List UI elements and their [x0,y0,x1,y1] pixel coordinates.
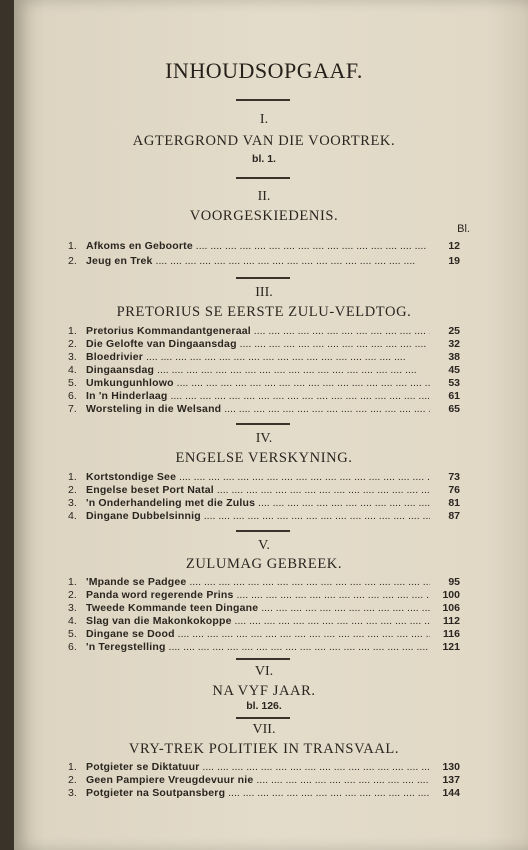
section-number: I. [259,112,269,127]
page-column-header: Bl. [457,223,470,235]
section-title: VRY-TREK POLITIEK IN TRANSVAAL. [128,741,400,757]
entry-label: Slag van die Makonkokoppe .... [86,615,430,628]
entry-number: 2. [68,338,77,350]
toc-entry [68,641,460,654]
entry-label: 'n Onderhandeling met die Zulus .... [86,497,430,510]
entry-page: 116 [443,628,460,640]
toc-entry [68,761,460,774]
toc-entry [68,325,460,338]
entry-number: 3. [68,602,77,614]
entry-label: Potgieter se Diktatuur .... [86,761,430,774]
entry-page: 112 [443,615,460,627]
toc-entry [68,787,460,800]
section-number: IV. [255,431,273,446]
divider [236,277,290,279]
entry-label: 'Mpande se Padgee .... [86,576,430,589]
entry-label: Worsteling in die Welsand .... [86,403,430,416]
entry-page: 65 [448,403,460,415]
toc-entry [68,240,460,253]
divider [236,177,290,179]
entry-number: 1. [68,325,77,337]
entry-number: 5. [68,628,77,640]
toc-entry [68,471,460,484]
divider [236,99,290,101]
toc-entry [68,351,460,364]
toc-entry [68,338,460,351]
entry-page: 25 [448,325,460,337]
toc-entry [68,774,460,787]
entry-number: 2. [68,484,77,496]
entry-number: 6. [68,390,77,402]
entry-number: 3. [68,497,77,509]
entry-number: 3. [68,787,77,799]
section-title: AGTERGROND VAN DIE VOORTREK. [132,133,396,149]
entry-page: 76 [448,484,460,496]
section-number: VI. [254,664,274,679]
entry-page: 137 [442,774,460,786]
entry-label: Jeug en Trek .... [86,255,430,268]
entry-label: Dingaansdag .... [86,364,430,377]
entry-number: 2. [68,774,77,786]
entry-label: Tweede Kommande teen Dingane .... [86,602,430,615]
entry-label: Engelse beset Port Natal .... [86,484,430,497]
entry-number: 1. [68,576,77,588]
toc-entry [68,628,460,641]
entry-number: 1. [68,240,77,252]
toc-entry [68,484,460,497]
entry-label: Geen Pampiere Vreugdevuur nie .... [86,774,430,787]
entry-number: 7. [68,403,77,415]
book-page [14,0,528,850]
toc-entry [68,510,460,523]
section-title: VOORGESKIEDENIS. [189,208,339,224]
entry-label: Die Gelofte van Dingaansdag .... [86,338,430,351]
entry-number: 3. [68,351,77,363]
entry-label: Potgieter na Soutpansberg .... [86,787,430,800]
entry-page: 53 [448,377,460,389]
entry-page: 144 [442,787,460,799]
page-reference: bl. 126. [246,700,282,712]
entry-label: Umkungunhlowo .... [86,377,430,390]
divider [236,658,290,660]
section-title: ZULUMAG GEBREEK. [185,556,343,572]
toc-entry [68,602,460,615]
entry-label: Panda word regerende Prins .... [86,589,430,602]
entry-label: In 'n Hinderlaag .... [86,390,430,403]
entry-page: 61 [448,390,460,402]
entry-number: 5. [68,377,77,389]
entry-number: 1. [68,761,77,773]
entry-page: 12 [448,240,460,252]
entry-page: 95 [448,576,460,588]
section-number: III. [255,285,273,300]
toc-entry [68,403,460,416]
entry-label: Dingane se Dood .... [86,628,430,641]
toc-entry [68,390,460,403]
toc-entry [68,364,460,377]
section-number: VII. [252,722,276,737]
page-title: INHOUDSOPGAAF. [165,58,363,83]
entry-number: 2. [68,255,77,267]
section-number: II. [257,189,271,204]
divider [236,717,290,719]
entry-number: 4. [68,510,77,522]
page-reference: bl. 1. [252,153,276,165]
entry-label: Afkoms en Geboorte .... [86,240,430,253]
entry-page: 87 [448,510,460,522]
entry-page: 100 [442,589,460,601]
entry-number: 1. [68,471,77,483]
toc-entry [68,255,460,268]
entry-number: 6. [68,641,77,653]
entry-label: Bloedrivier .... [86,351,430,364]
section-title: NA VYF JAAR. [212,683,316,699]
divider [236,530,290,532]
entry-page: 45 [448,364,460,376]
toc-entry [68,615,460,628]
entry-page: 73 [448,471,460,483]
entry-page: 81 [448,497,460,509]
section-title: PRETORIUS SE EERSTE ZULU-VELDTOG. [116,304,412,320]
entry-page: 19 [448,255,460,267]
toc-entry [68,497,460,510]
entry-number: 2. [68,589,77,601]
entry-page: 106 [442,602,460,614]
section-title: ENGELSE VERSKYNING. [175,450,353,466]
entry-label: Kortstondige See .... [86,471,430,484]
entry-label: Dingane Dubbelsinnig .... [86,510,430,523]
entry-number: 4. [68,364,77,376]
divider [236,423,290,425]
entry-page: 130 [442,761,460,773]
entry-label: Pretorius Kommandantgeneraal .... [86,325,430,338]
entry-number: 4. [68,615,77,627]
toc-entry [68,576,460,589]
entry-page: 32 [448,338,460,350]
entry-page: 121 [442,641,460,653]
toc-entry [68,589,460,602]
toc-entry [68,377,460,390]
section-number: V. [258,538,270,553]
entry-page: 38 [448,351,460,363]
entry-label: 'n Teregstelling .... [86,641,430,654]
